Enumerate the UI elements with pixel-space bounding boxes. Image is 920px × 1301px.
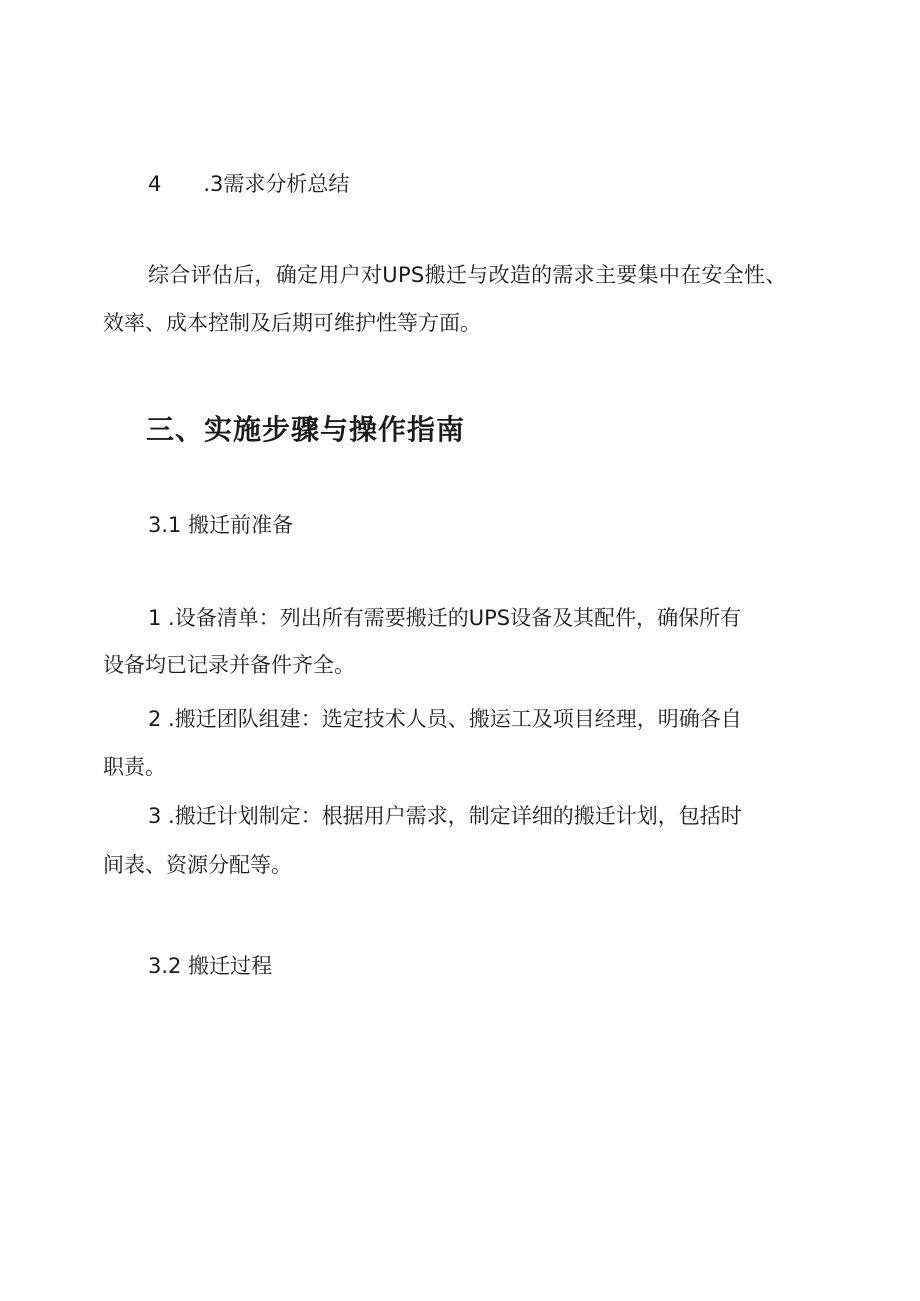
- heading-text: .3需求分析总结: [203, 172, 350, 196]
- list-item-3-line-2: 间表、资源分配等。: [103, 853, 292, 877]
- heading-number: 4: [148, 172, 162, 196]
- section-title-3: 三、实施步骤与操作指南: [146, 413, 466, 446]
- subsection-heading-3-2: 3.2 搬迁过程: [148, 954, 273, 978]
- list-item-2-line-1: 2 .搬迁团队组建：选定技术人员、搬运工及项目经理，明确各自: [148, 707, 742, 731]
- subsection-heading-4-3: [148, 169, 349, 199]
- list-item-3-line-1: 3 .搬迁计划制定：根据用户需求，制定详细的搬迁计划，包括时: [148, 804, 742, 828]
- summary-paragraph-line-2: 效率、成本控制及后期可维护性等方面。: [103, 311, 481, 335]
- summary-paragraph-line-1: 综合评估后，确定用户对UPS搬迁与改造的需求主要集中在安全性、: [148, 263, 787, 287]
- subsection-heading-3-1: 3.1 搬迁前准备: [148, 513, 294, 537]
- list-item-1-line-1: 1 .设备清单：列出所有需要搬迁的UPS设备及其配件，确保所有: [148, 606, 742, 630]
- list-item-1-line-2: 设备均已记录并备件齐全。: [103, 653, 355, 677]
- list-item-2-line-2: 职责。: [103, 755, 166, 779]
